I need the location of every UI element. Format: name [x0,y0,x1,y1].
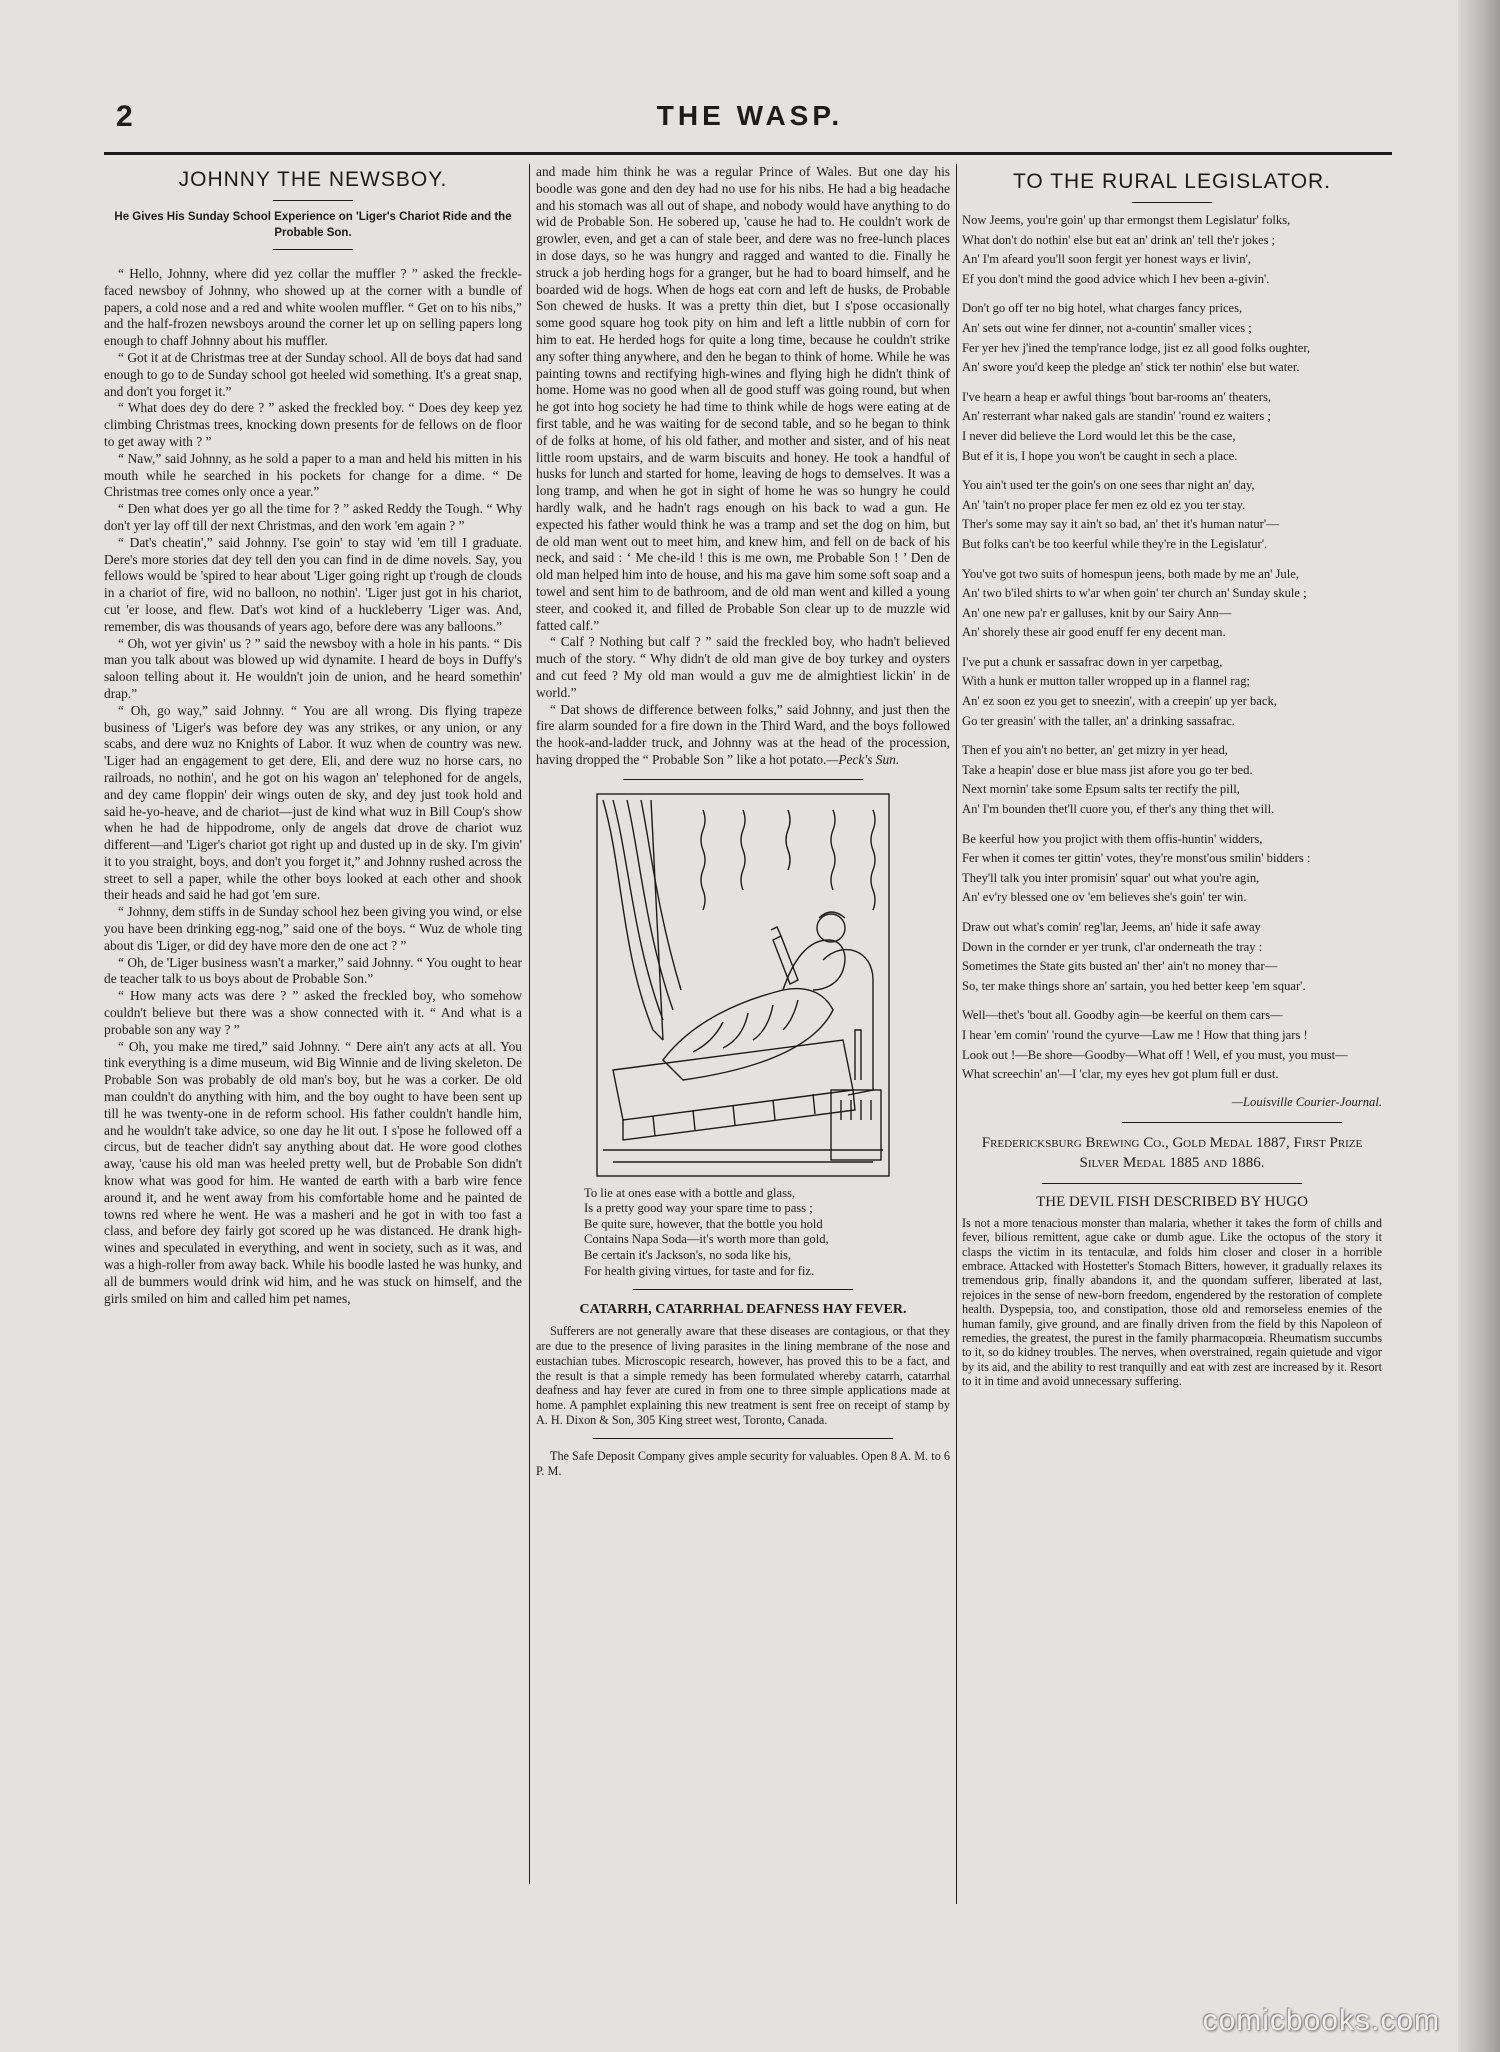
catarrh-body: Sufferers are not generally aware that these diseases are contagious, or that they are due to the presence of living parasites in the lining membrane of the nose and eustachian tubes. Microscopic research, however, has proved this to be a fact, and the result is that a simple remedy has been formulated whereby catarrh, catarrhal deafness and hay fever are cured in from one to three simple applications made at home. A pamphlet explaining this new treatment is sent free on receipt of stamp by A. H. Dixon & Son, 305 King street west, Toronto, Canada. [536,1324,950,1428]
poem-line: An' two b'iled shirts to w'ar when goin' ter church an' Sunday skule ; [962,586,1307,601]
devil-fish-title: THE DEVIL FISH DESCRIBED BY HUGO [1036,1193,1308,1210]
verse-line: Is a pretty good way your spare time to pass ; [584,1201,813,1216]
title-rule [1132,202,1212,203]
section-rule [593,1438,893,1439]
poem-line: Well—thet's 'bout all. Goodby agin—be keerful on them cars— [962,1008,1283,1023]
poem-line: Go ter greasin' with the taller, an' a drinking sassafrac. [962,713,1235,728]
poem-line: An' 'tain't no proper place fer men ez old ez you ter stay. [962,497,1246,512]
poem-line: I've put a chunk er sassafrac down in yer carpetbag, [962,654,1223,669]
article-title-johnny: JOHNNY THE NEWSBOY. [178,168,448,191]
poem-line: An' sets out wine fer dinner, not a-countin' smaller vices ; [962,320,1252,335]
column-divider-1 [529,164,530,1884]
poem-line: I never did believe the Lord would let this be the case, [962,428,1236,443]
johnny-paragraph: “ Dat's cheatin',” said Johnny. I'se goin' to stay wid 'em till I graduate. Dere's more stories dat dey tell den you can find in de dime novels. Say, you fellows would be 'spired to hear about 'Liger going right up t'rough de clouds in a chariot of fire, wid no balloon, no nothin'. 'Liger just got in his chariot, cut 'er loose, and flew. Dat's wot kind of a huckleberry 'Liger was. And, remember, dis was thousands of years ago, before dere was any balloons.” [104,534,522,634]
poem-line: Down in the cornder er yer trunk, cl'ar onderneath the tray : [962,939,1263,954]
poem-stanza [962,388,1382,466]
poem-stanza [962,476,1382,554]
poem-stanza [962,830,1382,908]
poem-line: They'll talk you inter promisin' squar' out what you're agin, [962,870,1260,885]
johnny-paragraph: “ What does dey do dere ? ” asked the freckled boy. “ Does dey keep yez climbing Christmas trees, knocking down presents for de fellows on de floor to get away with ? ” [104,400,522,449]
section-rule [633,1289,853,1290]
johnny-paragraph: and made him think he was a regular Prince of Wales. But one day his boodle was gone and den dey had no use for his nibs. He had a big headache and his stomach was all out of shape, and nobody would have anything to do wid de Probable Son. He sobered up, 'cause he had to. He couldn't work de growler, even, and get a can of stale beer, and dere was no free-lunch places in dose days, so he was hungry and ragged and wanted to die. Finally he struck a job herding hogs for a granger, but he had to board himself, and he boarded wid de hogs. When de hogs eat corn and left de husks, de Probable Son chewed de husks. It was a pretty thin diet, but I s'pose occasionally some good square hog took pity on him and left a little nubbin of corn for him to eat. He herded hogs for quite a long time, because he couldn't strike any softer thing anywhere, and den he began to think of home. While he was painting towns and rectifying high-wines and flying high he didn't think of home. Home was no good when all de good stuff was going round, but when he got into hog society he had time to think while de hogs were eating at de first table, and he was waiting for de second table, and so he began to think of de folks at home, of his old father, and mother and sister, and of his neat little room upstairs, and de warm biscuits and honey. He took a handful of husks for lunch and started for home, leaving de hogs to demselves. It was a long tramp, and when he got in sight of home he was so hungry he could hardly walk, and he hadn't rags enough on his back to wad a gun. He expected his father would think he was a tramp and set the dog on him, but de old man went out to meet him, and knew him, and fell on de back of his neck, and said : ‘ Me che-ild ! this is me own, me Probable Son ! ’ Den de old man helped him into de house, and his ma gave him some soft soap and a towel and sent him to de bathroom, and de old man went and killed a young steer, and cooked it, and filled de Probable Son clear up to de muzzle wid fatted calf.” [536,164,950,633]
poem-line: An' shorely these air good enuff fer eny decent man. [962,625,1226,640]
poem-line: So, ter make things shore an' sartain, you hed better keep 'em squar'. [962,978,1306,993]
section-rule [1122,1122,1342,1123]
poem-line: An' swore you'd keep the pledge an' stick ter nothin' else but water. [962,360,1300,375]
poem-line: Fer when it comes ter gittin' votes, they're monst'ous smilin' bidders : [962,851,1311,866]
section-rule [623,779,863,780]
poem-line: Be keerful how you projict with them offis-huntin' widders, [962,831,1263,846]
verse-line: Be certain it's Jackson's, no soda like his, [584,1248,792,1263]
poem-line: What don't do nothin' else but eat an' drink an' tell the'r jokes ; [962,232,1276,247]
poem-line: Then ef you ain't no better, an' get mizry in yer head, [962,743,1228,758]
verse-line: For health giving virtues, for taste and for fiz. [584,1263,815,1278]
poem-line: An' I'm afeard you'll soon fergit yer honest ways er livin', [962,252,1251,267]
johnny-paragraph: “ Hello, Johnny, where did yez collar the muffler ? ” asked the freckle-faced newsboy of Johnny, who showed up at the corner with a bundle of papers, a cold nose and a red and white woolen muffler. “ Get on to his nibs,” and the half-frozen newsboys around the corner let up on selling papers long enough to chaff Johnny about his muffler. [104,266,522,349]
woman-on-couch-illustration [593,790,893,1180]
poem-line: Now Jeems, you're goin' up thar ermongst them Legislatur' folks, [962,213,1291,227]
column-1 [104,164,522,1904]
page-number: 2 [116,100,133,133]
poem-line: Draw out what's comin' reg'lar, Jeems, an' hide it safe away [962,920,1261,934]
poem-stanza [962,299,1382,377]
poem-line: With a hunk er mutton taller wropped up in a flannel rag; [962,674,1251,689]
poem-line: What screechin' an'—I 'clar, my eyes hev got plum full er dust. [962,1067,1279,1082]
page-spine-shadow [1458,0,1500,2052]
poem-body [962,211,1382,1085]
column-3 [962,164,1382,1904]
poem-stanza [962,918,1382,996]
poem-line: You ain't used ter the goin's on one sees thar night an' day, [962,478,1255,493]
poem-line: I've hearn a heap er awful things 'bout bar-rooms an' theaters, [962,389,1272,404]
poem-line: Fer yer hev j'ined the temp'rance lodge, jist ez all good folks oughter, [962,340,1311,355]
masthead-rule [104,152,1392,155]
watermark-text: comicbooks.com [1202,2004,1440,2037]
verse-line: Be quite sure, however, that the bottle you hold [584,1216,823,1231]
poem-title: TO THE RURAL LEGISLATOR. [1012,170,1332,193]
catarrh-title: CATARRH, CATARRHAL DEAFNESS HAY FEVER. [579,1302,907,1318]
johnny-paragraph [536,702,950,769]
column-divider-2 [956,164,957,1904]
johnny-paragraph: “ Naw,” said Johnny, as he sold a paper to a man and held his mitten in his mouth while he searched in his pockets for change for a dime. “ De Christmas tree comes only once a year.” [104,450,522,500]
poem-stanza [962,211,1382,289]
johnny-source: —Peck's Sun. [826,751,900,767]
poem-line: I hear 'em comin' 'round the cyurve—Law me ! How that thing jars ! [962,1027,1308,1042]
title-rule [273,200,353,201]
masthead: THE WASP. [656,100,844,131]
devil-fish-body: Is not a more tenacious monster than malaria, whether it takes the form of chills and fever, bilious remittent, ague cake or dumb ague. Like the octopus of the story it clasps the victim in its tentaculæ, and folds him closer and closer in a horrible embrace. Attacked with Hostetter's Stomach Bitters, however, it gradually relaxes its tremendous grip, finally abandons it, and the quondam sufferer, liberated at last, rejoices in the sense of new-born freedom, engendered by the restoration of complete health. Dyspepsia, too, and constipation, those old and remorseless enemies of the human family, give ground, and are finally driven from the field by this Napoleon of remedies, the greatest, the purest in the family pharmacopœia. Rheumatism succumbs to it, so do kidney troubles. The nerves, when overstrained, regain quietude and vigor by its aid, and the ability to rest tranquilly and eat with zest are increased by it. Resort to it in time and avoid unnecessary suffering. [962,1215,1382,1389]
poem-credit: —Louisville Courier-Journal. [1231,1094,1382,1109]
brewing-advertisement: Fredericksburg Brewing Co., Gold Medal 1887, First Prize Silver Medal 1885 and 1886. [981,1134,1363,1171]
verse-line: Contains Napa Soda—it's worth more than gold, [584,1232,829,1247]
subtitle-rule [273,249,353,250]
poem-line: Ef you don't mind the good advice which I hev been a-givin'. [962,271,1270,286]
article-subtitle-johnny: He Gives His Sunday School Experience on 'Liger's Chariot Ride and the Probable Son. [114,211,512,239]
poem-line: You've got two suits of homespun jeens, both made by me an' Jule, [962,566,1299,581]
poem-line: Take a heapin' dose er blue mass jist afore you go ter bed. [962,762,1253,777]
johnny-paragraph: “ Den what does yer go all the time for ? ” asked Reddy the Tough. “ Why don't yer lay off till der next Christmas, and den work 'em again ? ” [104,501,522,533]
poem-line: Don't go off ter no big hotel, what charges fancy prices, [962,301,1243,316]
poem-line: Ther's some may say it ain't so bad, an' thet it's human natur'— [962,517,1279,532]
poem-line: Look out !—Be shore—Goodby—What off ! Well, ef you must, you must— [962,1047,1348,1062]
poem-stanza [962,565,1382,643]
poem-line: But ef it is, I hope you won't be caught in sech a place. [962,448,1238,463]
napa-soda-verse [584,1186,950,1280]
poem-line: Sometimes the State gits busted an' ther' ain't no money thar— [962,959,1278,974]
poem-line: An' one new pa'r er galluses, knit by our Sairy Ann— [962,605,1232,620]
johnny-paragraph: “ How many acts was dere ? ” asked the freckled boy, who somehow couldn't believe but there was a show connected with it. “ And what is a probable son any way ? ” [104,988,522,1037]
poem-stanza [962,1006,1382,1084]
poem-line: Next mornin' take some Epsum salts ter rectify the pill, [962,782,1240,797]
johnny-paragraph: “ Got it at de Christmas tree at der Sunday school. All de boys dat had sand enough to go to de Sunday school got heeled wid something. It's a great snap, and don't you forget it.” [104,349,522,399]
poem-line: An' ev'ry blessed one ov 'em believes she's goin' ter win. [962,890,1247,905]
safe-deposit-notice: The Safe Deposit Company gives ample security for valuables. Open 8 A. M. to 6 P. M. [536,1448,950,1478]
poem-line: An' ez soon ez you get to sneezin', with a creepin' up yer back, [962,694,1277,709]
poem-stanza [962,741,1382,819]
poem-stanza [962,653,1382,731]
johnny-paragraph: “ Oh, wot yer givin' us ? ” said the newsboy with a hole in his pants. “ Dis man you talk about was blowed up wid dynamite. I heard de boys in Duffy's saloon telling about it. He wouldn't join de union, and he heard somethin' drap.” [104,635,522,701]
poem-line: An' I'm bounden thet'll cuore you, ef ther's any thing thet will. [962,802,1275,817]
poem-line: But folks can't be too keerful while they're in the Legislatur'. [962,536,1268,551]
johnny-paragraph: “ Oh, go way,” said Johnny. “ You are all wrong. Dis flying trapeze business of 'Liger's was before dey was any strikes, or any union, or any scabs, and dere wuz no Knights of Labor. It wuz when de country was new. 'Liger had an engagement to get dere, Eli, and dere wuz no horse cars, no railroads, no nothin', and he got on his wagon an' telephoned for de angels, and dey came floppin' deir wings outen de sky, and dey just took hold and said he-yo-heave, and de chariot—just de kind what wuz in Bill Coup's show when he had de hippodrome, only de angels dat drove de chariot wuz different—and 'Liger's chariot got right up and dusted up in de sky. I'm givin' it to you straight, boys, and don't you forget it,” and Johnny rushed across the street to sell a paper, while the other boys looked at each other and shook their heads and said he had got 'em sure. [104,702,522,903]
poem-line: An' resterrant whar naked gals are standin' 'round ez waiters ; [962,409,1271,424]
johnny-paragraph: “ Johnny, dem stiffs in de Sunday school hez been giving you wind, or else you have been drinking egg-nog,” said one of the boys. “ Wuz de whole ting about dis 'Liger, or did dey have more den de one act ? ” [104,904,522,953]
verse-line: To lie at ones ease with a bottle and glass, [584,1185,796,1200]
johnny-last-paragraph: “ Dat shows de difference between folks,” said Johnny, and just then the fire alarm sounded for a fire down in the Third Ward, and the boys followed the hook-and-ladder truck, and Johnny was at the head of the procession, having dropped the “ Probable Son ” like a hot potato. [536,701,950,767]
johnny-paragraph: “ Oh, you make me tired,” said Johnny. “ Dere ain't any acts at all. You tink everything is a dime museum, wid Big Winnie and de living skeleton. De Probable Son was probably de old man's boy, but he was a corker. De old man couldn't do anything with him, and the boy ought to have been sent up till he was twenty-one in de reform school. His father couldn't handle him, and he wouldn't take advice, so one day he lit out. I s'pose he followed off a circus, but de teacher didn't say anything about dat. He wore good clothes away, 'cause his old man was heeled pretty well, but de Probable Son didn't know what was good for him. He wanted de earth with a barb wire fence around it, and he went away from his comfortable home and he painted de towns red where he went. He was a masheri and he got in with too fast a class, and before dey fairly got scored up he was distanced. He drank high-wines and speculated in everything, and went in society, such as it was, and was a high-roller from away back. While his boodle lasted he was hunky, and all de bummers would drink wid him, and he was stuck on himself, and the girls smiled on him and called him pet names, [104,1038,522,1306]
johnny-paragraph: “ Calf ? Nothing but calf ? ” said the freckled boy, who hadn't believed much of the story. “ Why didn't de old man give de boy turkey and oysters and cut feed ? My old man would a guv me de almightiest lickin' in de world.” [536,634,950,700]
section-rule [1042,1183,1302,1184]
johnny-paragraph: “ Oh, de 'Liger business wasn't a marker,” said Johnny. “ You ought to hear de teacher talk to us boys about de Probable Son.” [104,954,522,987]
column-2 [536,164,950,1904]
